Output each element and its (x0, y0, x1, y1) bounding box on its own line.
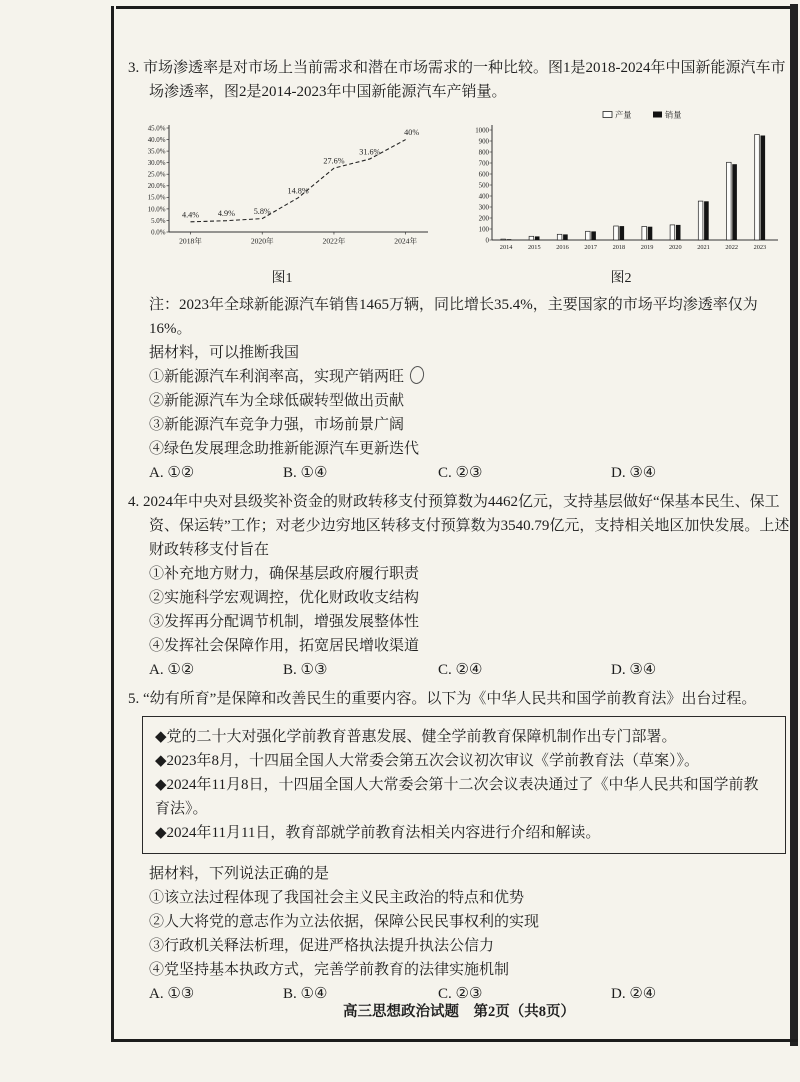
svg-text:2018年: 2018年 (179, 236, 202, 246)
choice-a: A. ①② (149, 465, 195, 481)
svg-text:4.4%: 4.4% (181, 210, 200, 220)
svg-text:2016: 2016 (556, 244, 569, 251)
question-5-stem: 5. “幼有所育”是保障和改善民生的重要内容。以下为《中华人民共和国学前教育法》出台过程。 (128, 691, 757, 707)
figures-row (132, 108, 790, 291)
choice-c: C. ②③ (438, 986, 483, 1002)
question-4-option-1: ①补充地方财力，确保基层政府履行职责 (149, 566, 420, 582)
figure-1-caption: 图1 (271, 271, 293, 286)
choice-d: D. ③④ (611, 662, 657, 678)
choice-b: B. ①③ (283, 662, 328, 678)
svg-text:2020年: 2020年 (250, 236, 274, 246)
svg-text:15.0%: 15.0% (147, 194, 166, 202)
page-footer: 高三思想政治试题 第2页（共8页） (343, 1004, 575, 1020)
question-4-option-2: ②实施科学宏观调控，优化财政收支结构 (149, 590, 420, 606)
choice-a: A. ①③ (149, 986, 195, 1002)
material-item-4: ◆2024年11月11日，教育部就学前教育法相关内容进行介绍和解读。 (155, 825, 601, 841)
svg-text:0: 0 (485, 237, 489, 245)
question-3-option-4: ④绿色发展理念助推新能源汽车更新迭代 (149, 441, 420, 457)
svg-text:2019: 2019 (640, 244, 654, 251)
choice-d: D. ③④ (611, 465, 657, 481)
choice-a: A. ①② (149, 662, 195, 678)
svg-text:200: 200 (478, 215, 489, 223)
question-5-lead: 据材料，下列说法正确的是 (149, 866, 330, 882)
svg-text:40.0%: 40.0% (147, 136, 166, 144)
question-3-stem: 3. 市场渗透率是对市场上当前需求和潜在市场需求的一种比较。图1是2018-2024年中国新能源汽车市场渗透率，图2是2014-2023年中国新能源汽车产销量。 (128, 60, 786, 100)
page-content (128, 56, 790, 1011)
svg-text:2023: 2023 (753, 244, 767, 251)
svg-text:600: 600 (478, 171, 489, 179)
question-4-stem: 4. 2024年中央对县级奖补资金的财政转移支付预算数为4462亿元，支持基层做好“保基本民生、保工资、保运转”工作；对老少边穷地区转移支付预算数为3540.79亿元，支持相关地区加快发展。上述财政转移支付旨在 (128, 494, 790, 558)
svg-text:14.8%: 14.8% (287, 186, 309, 196)
svg-text:0.0%: 0.0% (151, 229, 166, 237)
scan-edge-right (790, 4, 798, 1046)
question-5-option-2: ②人大将党的意志作为立法依据，保障公民民事权利的实现 (149, 914, 540, 930)
svg-text:900: 900 (478, 138, 489, 146)
question-3-option-2: ②新能源汽车为全球低碳转型做出贡献 (149, 393, 405, 409)
penetration-rate-line-chart (132, 118, 432, 258)
scan-edge-top (116, 6, 792, 9)
question-4 (128, 490, 790, 682)
svg-text:4.9%: 4.9% (217, 209, 235, 219)
material-item-3: ◆2024年11月8日，十四届全国人大常委会第十二次会议表决通过了《中华人民共和国学前教育法》。 (155, 777, 759, 817)
choice-b: B. ①④ (283, 986, 328, 1002)
svg-text:20.0%: 20.0% (147, 183, 166, 191)
svg-text:5.8%: 5.8% (253, 207, 271, 217)
svg-text:45.0%: 45.0% (147, 125, 166, 133)
scan-edge-bottom (111, 1039, 798, 1042)
material-item-2: ◆2023年8月，十四届全国人大常委会第五次会议初次审议《学前教育法（草案）》。 (155, 753, 700, 769)
svg-text:25.0%: 25.0% (147, 171, 166, 179)
svg-text:500: 500 (478, 182, 489, 190)
svg-text:35.0%: 35.0% (147, 148, 166, 156)
question-4-choices (149, 658, 790, 682)
question-5-option-3: ③行政机关释法析理，促进严格执法提升执法公信力 (149, 938, 495, 954)
svg-text:2022年: 2022年 (322, 236, 346, 246)
choice-c: C. ②④ (438, 662, 483, 678)
svg-text:2018: 2018 (612, 244, 626, 251)
svg-text:2021: 2021 (697, 244, 710, 251)
question-3 (128, 56, 790, 485)
pencil-circle-annotation (409, 365, 426, 385)
svg-text:2015: 2015 (528, 244, 541, 251)
choice-b: B. ①④ (283, 465, 328, 481)
choice-c: C. ②③ (438, 465, 483, 481)
svg-text:5.0%: 5.0% (151, 217, 166, 225)
svg-text:产量: 产量 (615, 110, 632, 120)
question-3-lead: 据材料，可以推断我国 (149, 345, 300, 361)
material-item-1: ◆党的二十大对强化学前教育普惠发展、健全学前教育保障机制作出专门部署。 (155, 729, 677, 745)
svg-text:300: 300 (478, 204, 489, 212)
svg-text:27.6%: 27.6% (323, 156, 345, 166)
question-4-option-4: ④发挥社会保障作用，拓宽居民增收渠道 (149, 638, 420, 654)
svg-text:30.0%: 30.0% (147, 160, 166, 168)
question-3-option-1 (149, 365, 790, 389)
svg-text:400: 400 (478, 193, 489, 201)
svg-text:100: 100 (478, 226, 489, 234)
svg-text:2017: 2017 (584, 244, 597, 251)
svg-text:1000: 1000 (475, 127, 489, 135)
choice-d: D. ②④ (611, 986, 657, 1002)
svg-text:40%: 40% (404, 128, 420, 138)
svg-text:2020: 2020 (669, 244, 682, 251)
question-3-choices (149, 461, 790, 485)
svg-text:销量: 销量 (665, 110, 682, 120)
svg-text:2014: 2014 (499, 244, 513, 251)
question-3-note: 注：2023年全球新能源汽车销售1465万辆，同比增长35.4%，主要国家的市场平均渗透率仅为16%。 (149, 297, 758, 337)
svg-text:31.6%: 31.6% (359, 147, 381, 157)
question-3-option-3: ③新能源汽车竞争力强，市场前景广阔 (149, 417, 405, 433)
figure-2 (462, 108, 780, 291)
svg-text:700: 700 (478, 160, 489, 168)
production-sales-bar-chart (462, 108, 780, 258)
option-text: ①新能源汽车利润率高，实现产销两旺 (149, 369, 405, 385)
question-5-material-box (142, 716, 786, 854)
svg-text:2024年: 2024年 (394, 236, 418, 246)
question-5-option-4: ④党坚持基本执政方式，完善学前教育的法律实施机制 (149, 962, 510, 978)
question-5 (128, 687, 790, 1006)
question-4-option-3: ③发挥再分配调节机制，增强发展整体性 (149, 614, 420, 630)
svg-text:2022: 2022 (725, 244, 738, 251)
svg-text:800: 800 (478, 149, 489, 157)
question-5-option-1: ①该立法过程体现了我国社会主义民主政治的特点和优势 (149, 890, 525, 906)
figure-2-caption: 图2 (610, 271, 632, 286)
scan-edge-left (111, 6, 114, 1042)
figure-1 (132, 118, 432, 291)
svg-text:10.0%: 10.0% (147, 206, 166, 214)
